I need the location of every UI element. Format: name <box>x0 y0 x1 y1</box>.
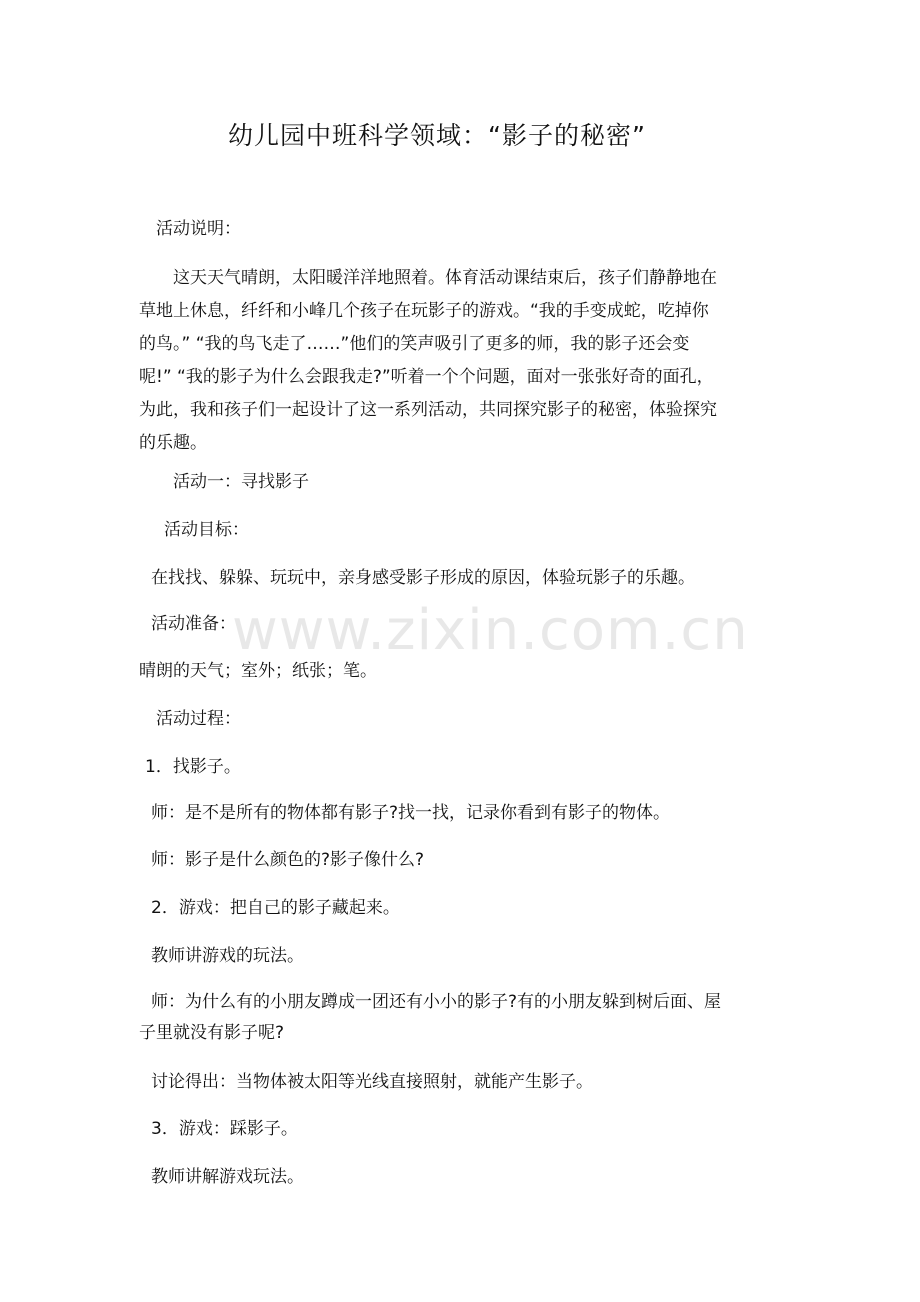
step1-question-1: 师：是不是所有的物体都有影子?找一找，记录你看到有影子的物体。 <box>151 803 671 823</box>
intro-paragraph <box>139 262 799 460</box>
intro-line: 的鸟。” “我的鸟飞走了……”他们的笑声吸引了更多的师，我的影子还会变 <box>139 334 690 354</box>
step2-title: 2．游戏：把自己的影子藏起来。 <box>151 898 400 918</box>
step3-description: 教师讲解游戏玩法。 <box>151 1167 304 1187</box>
intro-line: 这天天气晴朗，太阳暖洋洋地照着。体育活动课结束后，孩子们静静地在 <box>173 268 717 288</box>
intro-line: 草地上休息，纤纤和小峰几个孩子在玩影子的游戏。“我的手变成蛇，吃掉你 <box>139 301 709 321</box>
step2-description: 教师讲游戏的玩法。 <box>151 946 304 966</box>
step3-title: 3．游戏：踩影子。 <box>151 1119 298 1139</box>
conclusion-text: 讨论得出：当物体被太阳等光线直接照射，就能产生影子。 <box>151 1072 593 1092</box>
document-title: 幼儿园中班科学领域：“影子的秘密” <box>228 121 646 150</box>
intro-line: 为此，我和孩子们一起设计了这一系列活动，共同探究影子的秘密，体验探究 <box>139 400 717 420</box>
step1-title: 1．找影子。 <box>145 757 241 777</box>
step2-question-line-1: 师：为什么有的小朋友蹲成一团还有小小的影子?有的小朋友躲到树后面、屋 <box>151 992 722 1012</box>
step2-question-line-2: 子里就没有影子呢? <box>139 1023 285 1043</box>
intro-line: 的乐趣。 <box>139 433 207 453</box>
process-heading: 活动过程： <box>156 709 241 729</box>
prep-text: 晴朗的天气；室外；纸张；笔。 <box>139 661 377 681</box>
step1-question-2: 师：影子是什么颜色的?影子像什么? <box>151 850 425 870</box>
intro-heading: 活动说明： <box>156 219 241 239</box>
goal-heading: 活动目标： <box>164 520 249 540</box>
prep-heading: 活动准备： <box>151 614 236 634</box>
goal-text: 在找找、躲躲、玩玩中，亲身感受影子形成的原因，体验玩影子的乐趣。 <box>151 568 695 588</box>
activity1-title: 活动一：寻找影子 <box>173 472 309 492</box>
watermark-text: www.zixin.com.cn <box>232 598 749 663</box>
intro-line: 呢!” “我的影子为什么会跟我走?”听着一个个问题，面对一张张好奇的面孔， <box>139 367 714 387</box>
